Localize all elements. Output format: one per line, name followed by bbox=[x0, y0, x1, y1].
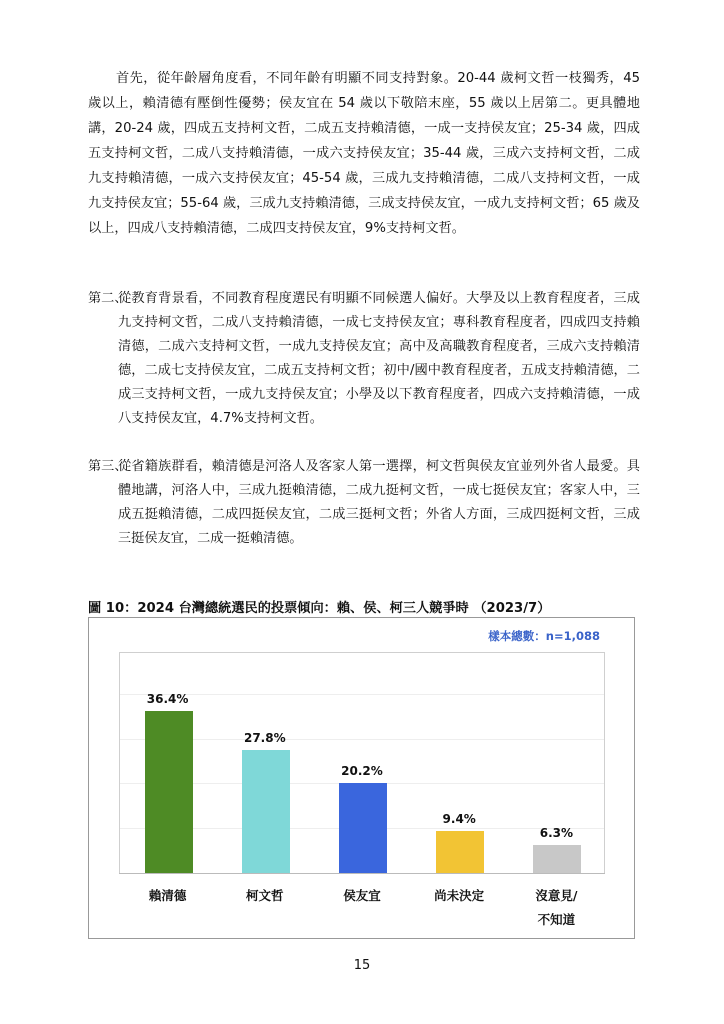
list-item-label: 第三、 bbox=[88, 459, 128, 474]
category-label: 侯友宜 bbox=[343, 888, 381, 903]
data-label: 36.4% bbox=[146, 692, 189, 707]
list-item-text: 從教育背景看，不同教育程度選民有明顯不同候選人偏好。大學及以上教育程度者，三成九支持柯文哲，二成八支持賴清德，一成七支持侯友宜；專科教育程度者，四成四支持賴清德，二成六支持柯文哲，一成九支持侯友宜；高中及高職教育程度者，三成六支持賴清德，二成七支持侯友宜，二成五支持柯文哲；初中/國中教育程度者，五成支持賴清德，二成三支持柯文哲，一成九支持侯友宜；小學及以下教育程度者，四成六支持賴清德，一成八支持侯友宜，4.7%支持柯文哲。 bbox=[118, 291, 640, 426]
category-label: 尚未決定 bbox=[434, 888, 485, 903]
category-label: 沒意見/ 不知道 bbox=[535, 888, 578, 927]
sample-size-label: 樣本總數：n=1,088 bbox=[488, 629, 600, 643]
list-item-text: 從省籍族群看，賴清德是河洛人及客家人第一選擇，柯文哲與侯友宜並列外省人最愛。具體地講，河洛人中，三成九挺賴清德，二成九挺柯文哲，一成七挺侯友宜；客家人中，三成五挺賴清德，二成四挺侯友宜，二成三挺柯文哲；外省人方面，三成四挺柯文哲，三成三挺侯友宜，二成一挺賴清德。 bbox=[118, 459, 640, 546]
data-label: 6.3% bbox=[539, 826, 574, 841]
list-item-education bbox=[88, 287, 640, 431]
bar bbox=[533, 845, 581, 873]
data-label: 27.8% bbox=[243, 730, 286, 745]
gridline bbox=[120, 739, 604, 740]
plot-area bbox=[119, 652, 605, 874]
x-axis-line bbox=[119, 873, 605, 874]
data-label: 9.4% bbox=[442, 812, 476, 827]
bar-chart bbox=[88, 617, 635, 939]
list-item-ethnicity bbox=[88, 455, 640, 551]
data-label: 20.2% bbox=[341, 764, 383, 779]
category-label: 賴清德 bbox=[148, 888, 187, 903]
paragraph-age bbox=[88, 66, 640, 241]
bar bbox=[242, 750, 290, 873]
bar bbox=[436, 831, 484, 873]
page-number: 15 bbox=[353, 958, 371, 973]
category-label: 柯文哲 bbox=[246, 888, 284, 903]
list-item-label: 第二、 bbox=[88, 291, 128, 306]
bar bbox=[145, 711, 193, 873]
bar bbox=[339, 783, 387, 873]
figure-title: 圖 10：2024 台灣總統選民的投票傾向：賴、侯、柯三人競爭時 （2023/7） bbox=[88, 601, 551, 616]
paragraph-age-text: 首先，從年齡層角度看，不同年齡有明顯不同支持對象。20-44 歲柯文哲一枝獨秀，45 歲以上，賴清德有壓倒性優勢；侯友宜在 54 歲以下敬陪末座，55 歲以上居第二。更具體地講，20-24 歲，四成五支持柯文哲，二成五支持賴清德，一成一支持侯友宜；25-34 歲，四成五支持柯文哲，二成八支持賴清德，一成六支持侯友宜；35-44 歲，三成六支持柯文哲，二成九支持賴清德，一成六支持侯友宜；45-54 歲，三成九支持賴清德，二成八支持柯文哲，一成九支持侯友宜；55-64 歲，三成九支持賴清德，三成支持侯友宜，一成九支持柯文哲；65 歲及以上，四成八支持賴清德，二成四支持侯友宜，9%支持柯文哲。 bbox=[88, 71, 640, 236]
